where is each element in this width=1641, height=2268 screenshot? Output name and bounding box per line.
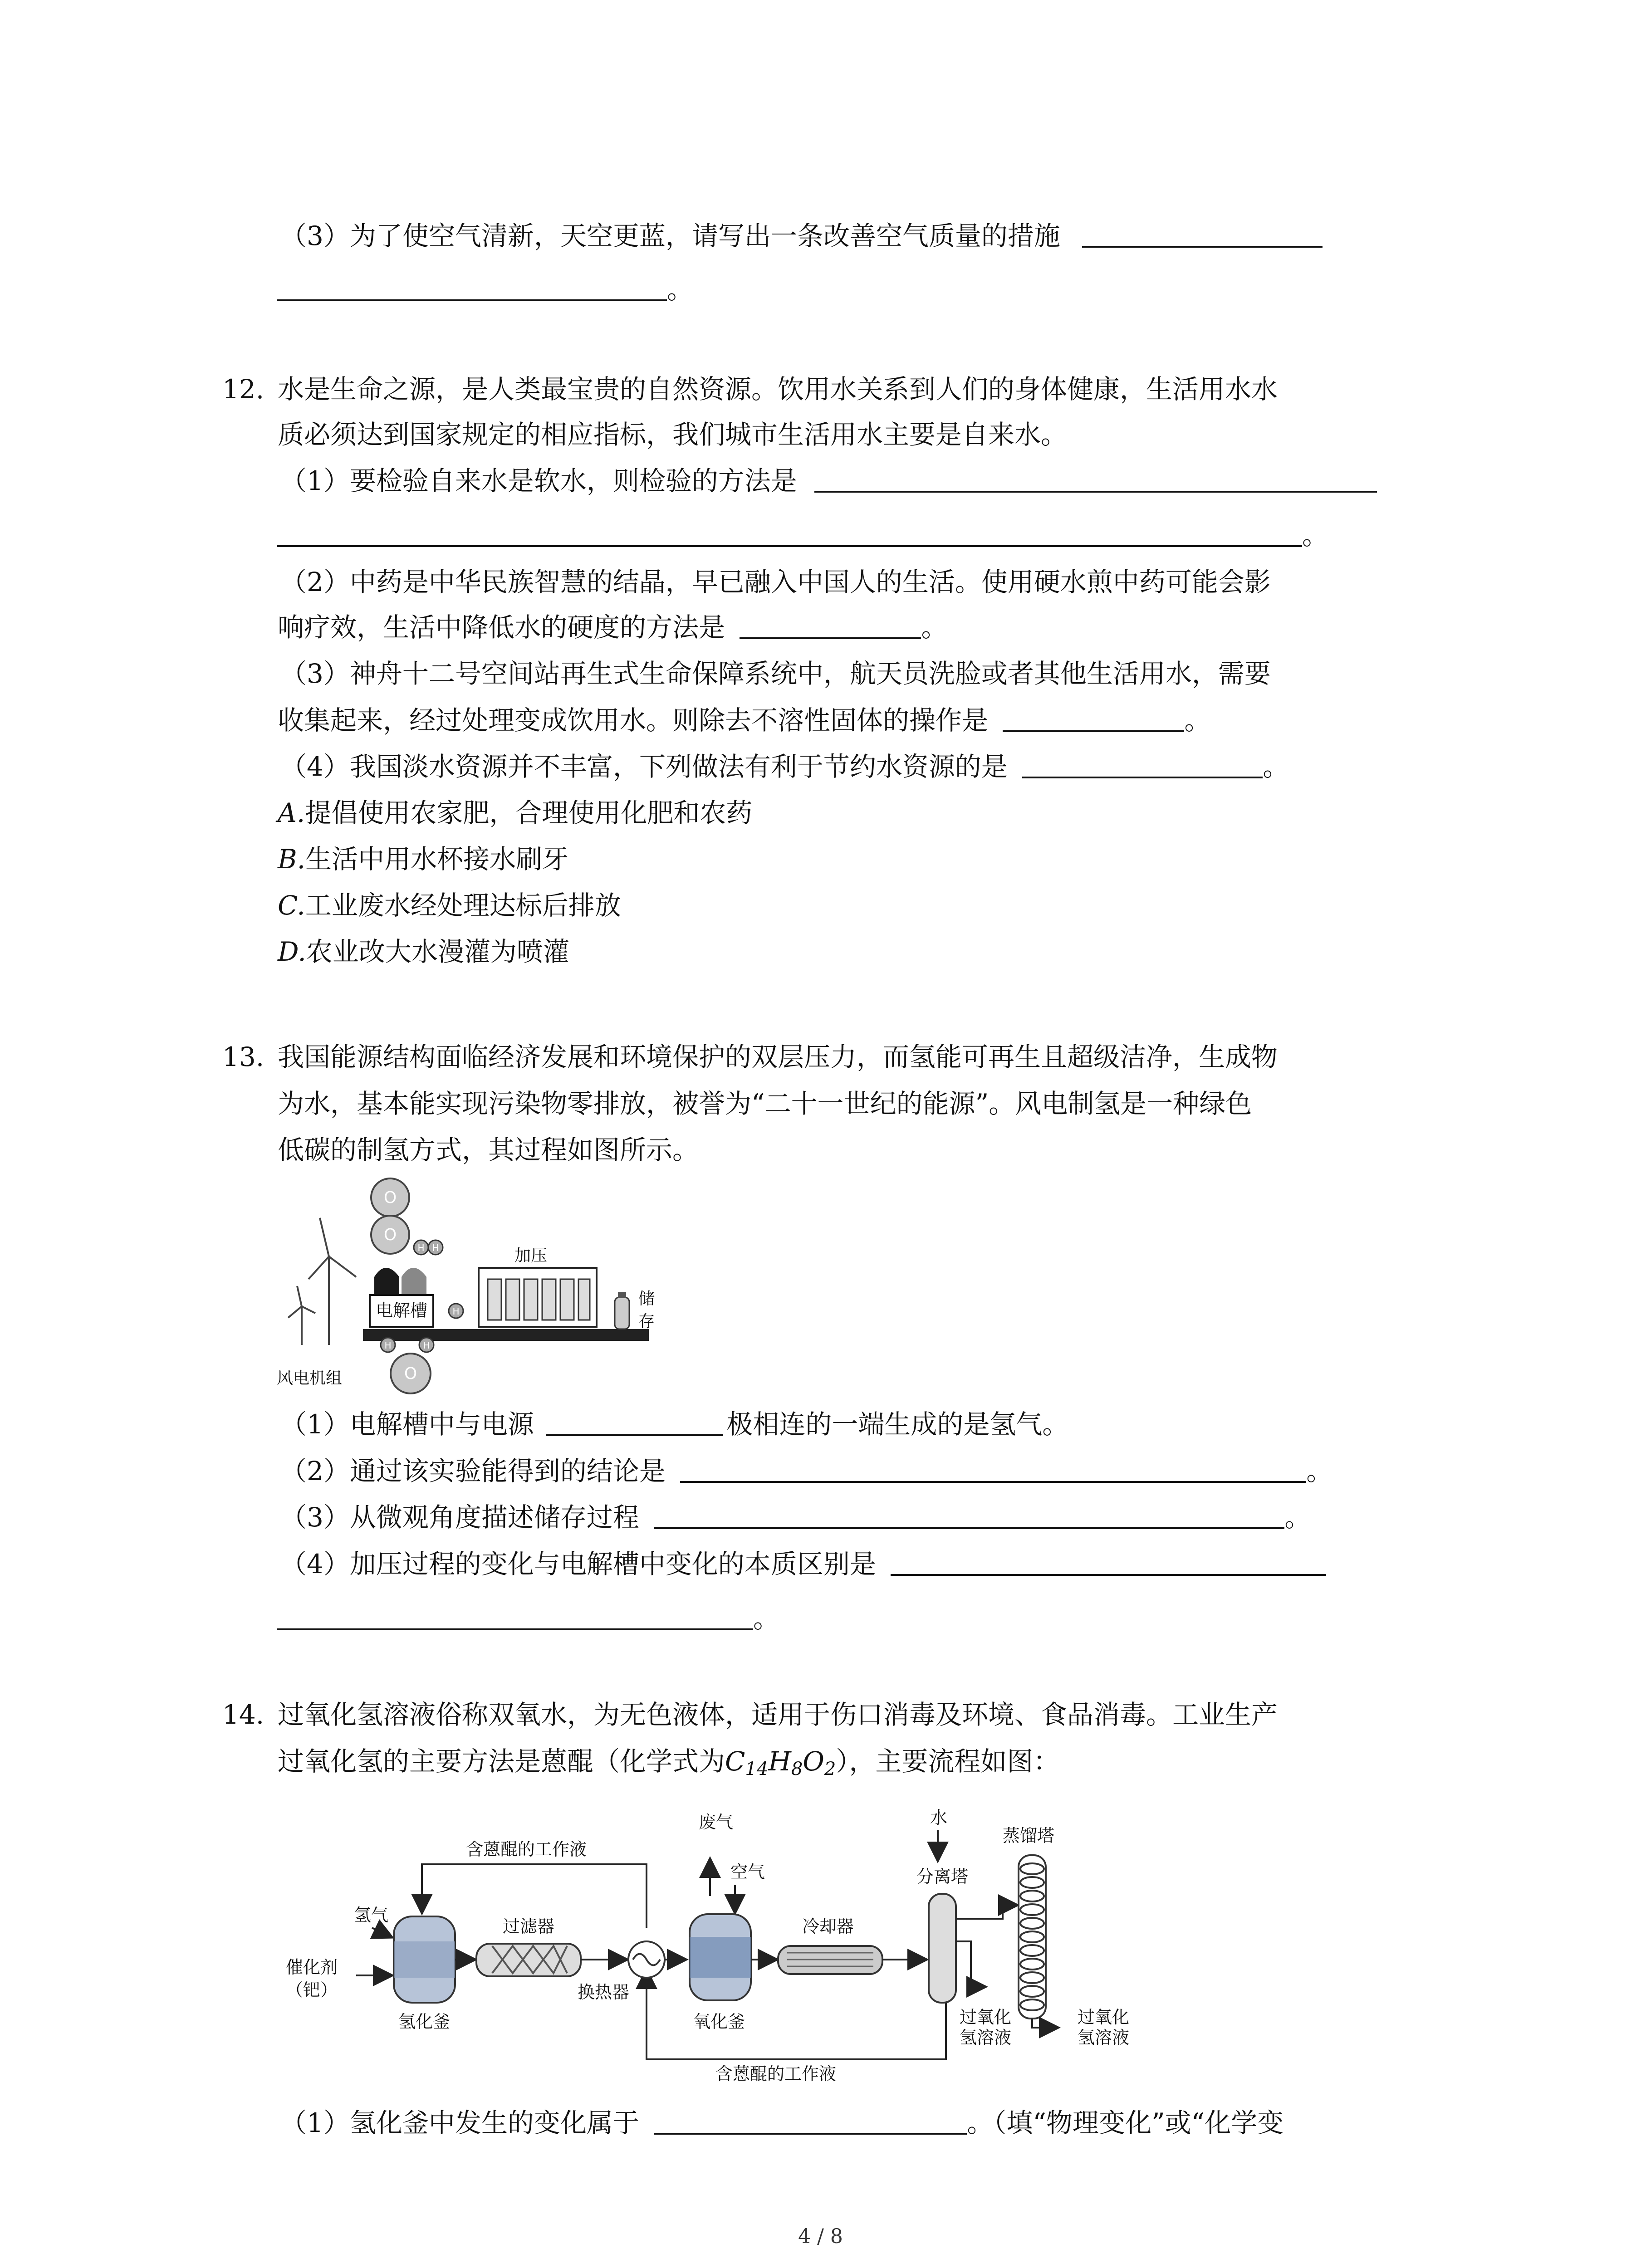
question-number: 13.: [222, 1041, 265, 1072]
oxidation-kettle-icon: [690, 1914, 751, 2000]
answer-blank[interactable]: [277, 271, 667, 301]
cooler-icon: [778, 1946, 882, 1974]
heat-exchanger-label: 换热器: [577, 1982, 630, 2002]
storage-label: 存: [638, 1312, 655, 1331]
bottom-loop-label: 含蒽醌的工作液: [715, 2064, 837, 2082]
separator-tower-icon: [929, 1894, 956, 2003]
q13-stem-line2: 为水，基本能实现污染物零排放，被誉为“二十一世纪的能源”。风电制氢是一种绿色: [278, 1088, 1252, 1119]
q12-part1-continued: 。: [277, 517, 1328, 553]
storage-tank-icon: [615, 1292, 629, 1329]
water-label: 水: [930, 1808, 948, 1828]
oxidation-kettle-label: 氧化釜: [693, 2012, 745, 2032]
top-loop-label: 含蒽醌的工作液: [465, 1839, 587, 1859]
option-d[interactable]: D.农业改大水漫灌为喷灌: [278, 936, 569, 967]
h2o2-process-diagram: [277, 1792, 1184, 2082]
answer-blank[interactable]: [277, 1600, 753, 1630]
q12-part3-line2: 收集起来，经过处理变成饮用水。则除去不溶性固体的操作是 。: [278, 702, 1210, 738]
catalyst-label: （钯）: [286, 1980, 338, 2000]
q12-part1: （1）要检验自来水是软水，则检验的方法是: [280, 463, 1377, 499]
air-label: 空气: [730, 1862, 765, 1882]
q13-stem-line3: 低碳的制氢方式，其过程如图所示。: [278, 1134, 699, 1165]
ground-pipe: [363, 1329, 649, 1341]
hydrogen-arrow: [372, 1928, 391, 1937]
q12-part3-line1: （3）神舟十二号空间站再生式生命保障系统中，航天员洗脸或者其他生活用水，需要: [280, 658, 1271, 689]
atom-label-o: O: [383, 1188, 397, 1207]
atom-label-o: O: [383, 1226, 397, 1244]
q14-stem-line2: 过氧化氢的主要方法是蒽醌（化学式为$C_{14}H_8O_2$），主要流程如图：: [278, 1746, 1060, 1779]
q13-part2: （2）通过该实验能得到的结论是 。: [280, 1453, 1332, 1489]
q12-stem-line1: 水是生命之源，是人类最宝贵的自然资源。饮用水关系到人们的身体健康，生活用水水: [278, 374, 1278, 405]
waste-gas-label: 废气: [699, 1812, 734, 1832]
answer-blank[interactable]: [814, 463, 1377, 493]
h2o2-product-label: 过氧化: [1078, 2007, 1130, 2027]
q13-stem-line1: 我国能源结构面临经济发展和环境保护的双层压力，而氢能可再生且超级洁净，生成物: [278, 1041, 1278, 1072]
separator-label: 分离塔: [916, 1867, 969, 1887]
option-c[interactable]: C.工业废水经处理达标后排放: [278, 890, 621, 921]
hydrogen-label: 氢气: [354, 1905, 389, 1925]
q13-part4: （4）加压过程的变化与电解槽中变化的本质区别是: [280, 1546, 1326, 1582]
q12-part4: （4）我国淡水资源并不丰富，下列做法有利于节约水资源的是 。: [280, 748, 1289, 785]
answer-blank[interactable]: [1003, 702, 1184, 732]
distillation-label: 蒸馏塔: [1003, 1826, 1055, 1846]
answer-blank[interactable]: [277, 517, 1302, 547]
electrolyzer-label: 电解槽: [375, 1300, 428, 1320]
answer-blank[interactable]: [1022, 748, 1263, 778]
h2o2-product-label: 氢溶液: [1078, 2028, 1130, 2048]
storage-label: 储: [638, 1290, 655, 1308]
question-number: 12.: [222, 374, 265, 405]
atom-label-o: O: [404, 1364, 417, 1383]
h2o2-output-label: 过氧化: [960, 2007, 1012, 2027]
distillation-tower-icon: [1019, 1855, 1046, 2019]
filter-label: 过滤器: [502, 1916, 555, 1936]
q13-part3: （3）从微观角度描述储存过程 。: [280, 1499, 1311, 1535]
filter-icon: [476, 1944, 581, 1976]
q14-part1: （1）氢化釜中发生的变化属于 。（填“物理变化”或“化学变: [280, 2105, 1283, 2141]
compressor-icon: [479, 1268, 597, 1327]
answer-blank[interactable]: [1082, 218, 1323, 248]
catalyst-label: 催化剂: [286, 1957, 338, 1977]
heat-exchanger-icon: [628, 1941, 665, 1978]
answer-blank[interactable]: [654, 1499, 1284, 1529]
h2o2-output-label: 氢溶液: [960, 2028, 1012, 2048]
q12-part2-line1: （2）中药是中华民族智慧的结晶，早已融入中国人的生活。使用硬水煎中药可能会影: [280, 567, 1271, 597]
q13-part4-continued: 。: [277, 1600, 779, 1637]
q11-part3: （3）为了使空气清新，天空更蓝，请写出一条改善空气质量的措施: [280, 218, 1323, 254]
pressurize-label: 加压: [514, 1246, 548, 1265]
option-a[interactable]: A.提倡使用农家肥，合理使用化肥和农药: [278, 797, 753, 828]
hydrogenation-kettle-label: 氢化釜: [398, 2012, 451, 2032]
atom-label-h: H: [417, 1242, 425, 1253]
atom-label-h: H: [432, 1242, 439, 1253]
atom-label-h: H: [452, 1306, 460, 1317]
wind-turbine-label: 风电机组: [277, 1369, 343, 1388]
atom-label-h: H: [423, 1340, 430, 1351]
atom-label-h: H: [384, 1340, 392, 1351]
question-number: 14.: [222, 1699, 265, 1730]
hydrogenation-kettle-icon: [394, 1916, 455, 2003]
q14-stem-line1: 过氧化氢溶液俗称双氧水，为无色液体，适用于伤口消毒及环境、食品消毒。工业生产: [278, 1699, 1278, 1730]
wind-hydrogen-diagram: [277, 1175, 685, 1411]
answer-blank[interactable]: [546, 1406, 723, 1436]
wind-turbine-icon: [288, 1218, 356, 1345]
answer-blank[interactable]: [680, 1453, 1306, 1483]
q11-part3-continued: 。: [277, 271, 693, 308]
q12-stem-line2: 质必须达到国家规定的相应指标，我们城市生活用水主要是自来水。: [278, 419, 1068, 450]
q13-part1: （1）电解槽中与电源 极相连的一端生成的是氢气。: [280, 1406, 1068, 1442]
answer-blank[interactable]: [740, 609, 921, 639]
cooler-label: 冷却器: [802, 1916, 854, 1936]
page-number: 4 / 8: [798, 2225, 843, 2248]
chemical-formula: $C_{14}H_8O_2$: [725, 1746, 836, 1779]
q12-part2-line2: 响疗效，生活中降低水的硬度的方法是 。: [278, 609, 947, 645]
option-b[interactable]: B.生活中用水杯接水刷牙: [278, 844, 569, 875]
answer-blank[interactable]: [654, 2105, 967, 2135]
answer-blank[interactable]: [891, 1546, 1326, 1576]
